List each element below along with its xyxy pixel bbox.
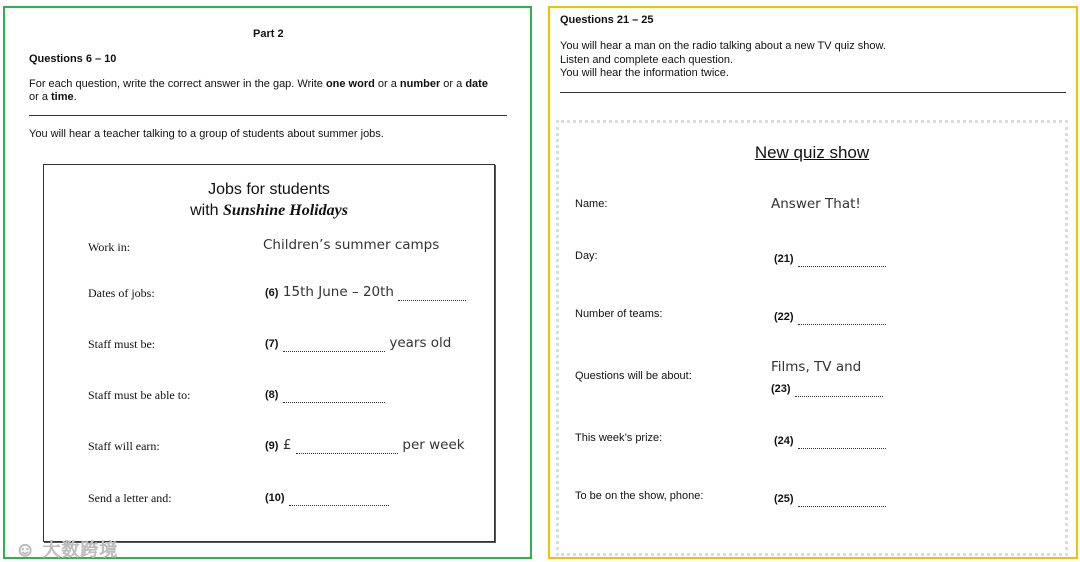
instruction-date: date — [465, 78, 488, 90]
answer-blank[interactable] — [798, 505, 886, 507]
jobs-answer-6 — [265, 283, 466, 301]
answer-blank[interactable] — [289, 504, 389, 506]
question-number: (9) — [265, 440, 279, 452]
listen-text-left: You will hear a teacher talking to a group of students about summer jobs. — [29, 128, 384, 140]
quiz-answer-21 — [774, 249, 886, 267]
question-number: (7) — [265, 338, 279, 350]
jobs-form-box — [43, 164, 495, 542]
question-number: (8) — [265, 389, 279, 401]
answer-blank[interactable] — [798, 447, 886, 449]
jobs-answer-8 — [265, 385, 385, 403]
quiz-row-label: To be on the show, phone: — [575, 490, 704, 502]
instruction-one-word: one word — [325, 78, 375, 90]
quiz-row-label: Name: — [575, 198, 608, 210]
part-heading: Part 2 — [253, 28, 284, 40]
instruction-or-1: or a — [374, 78, 400, 90]
watermark-icon: ☺ — [15, 539, 37, 561]
answer-blank[interactable] — [795, 395, 883, 397]
jobs-row-label: Staff must be able to: — [88, 388, 191, 402]
jobs-row-label: Dates of jobs: — [88, 286, 155, 300]
instruction-time: time — [51, 91, 74, 103]
question-number: (23) — [771, 383, 791, 395]
quiz-answer-24 — [774, 431, 886, 449]
quiz-row-label: Day: — [575, 250, 598, 262]
left-divider — [29, 115, 507, 116]
jobs-title — [44, 179, 494, 221]
jobs-row-label: Staff will earn: — [88, 439, 160, 453]
jobs-row-label: Staff must be: — [88, 337, 156, 351]
quiz-answer-22 — [774, 307, 886, 325]
quiz-row-label: Number of teams: — [575, 308, 663, 320]
instruction-text — [29, 78, 499, 104]
jobs-title-line1: Jobs for students — [208, 181, 330, 198]
instruction-number: number — [399, 78, 441, 90]
answer-suffix: years old — [389, 335, 452, 351]
answer-blank[interactable] — [283, 401, 385, 403]
quiz-answer-example: Answer That! — [771, 196, 861, 212]
jobs-title-with: with — [190, 202, 223, 219]
quiz-row-label: Questions will be about: — [575, 370, 692, 382]
right-instruction-2: Listen and complete each question. — [560, 53, 734, 66]
answer-blank[interactable] — [798, 265, 886, 267]
question-number: (25) — [774, 493, 794, 505]
brand-name: Sunshine Holidays — [222, 202, 348, 219]
watermark-logo — [15, 536, 118, 562]
right-instruction-1: You will hear a man on the radio talking about a new TV quiz show. — [560, 40, 886, 52]
right-instruction-3: You will hear the information twice. — [560, 67, 729, 79]
questions-heading-right: Questions 21 – 25 — [560, 14, 654, 26]
quiz-title: New quiz show — [754, 143, 870, 162]
instruction-end: . — [73, 91, 77, 103]
right-divider — [560, 92, 1066, 93]
question-number: (22) — [774, 311, 794, 323]
instruction-pre: For each question, write the correct answer in the gap. Write — [29, 78, 326, 90]
jobs-answer-10 — [265, 488, 389, 506]
instruction-or-3: or a — [29, 91, 52, 103]
jobs-answer-example: Children’s summer camps — [263, 237, 440, 253]
right-instructions — [560, 40, 886, 81]
jobs-answer-7 — [265, 334, 451, 352]
right-exam-panel — [548, 6, 1078, 559]
watermark-text: 大数跨境 — [42, 540, 119, 560]
jobs-answer-9 — [265, 436, 465, 454]
quiz-answer-25 — [774, 489, 886, 507]
question-number: (24) — [774, 435, 794, 447]
answer-suffix: per week — [402, 437, 465, 453]
answer-blank[interactable] — [798, 323, 886, 325]
jobs-row-label: Work in: — [88, 240, 131, 254]
answer-blank[interactable] — [296, 452, 398, 454]
quiz-row-label: This week’s prize: — [575, 432, 663, 444]
answer-prefix: 15th June – 20th — [282, 284, 394, 300]
quiz-answer-23 — [771, 379, 883, 397]
questions-heading-left: Questions 6 – 10 — [29, 53, 117, 65]
answer-blank[interactable] — [398, 299, 466, 301]
jobs-title-line2 — [44, 200, 494, 221]
question-number: (10) — [265, 492, 285, 504]
quiz-form-box — [556, 120, 1068, 556]
answer-blank[interactable] — [283, 350, 385, 352]
question-number: (21) — [774, 253, 794, 265]
answer-prefix: Films, TV and — [771, 359, 862, 375]
jobs-row-label: Send a letter and: — [88, 491, 172, 505]
left-exam-panel — [3, 6, 532, 559]
instruction-or-2: or a — [440, 78, 466, 90]
question-number: (6) — [265, 287, 279, 299]
currency-symbol: £ — [282, 437, 292, 453]
